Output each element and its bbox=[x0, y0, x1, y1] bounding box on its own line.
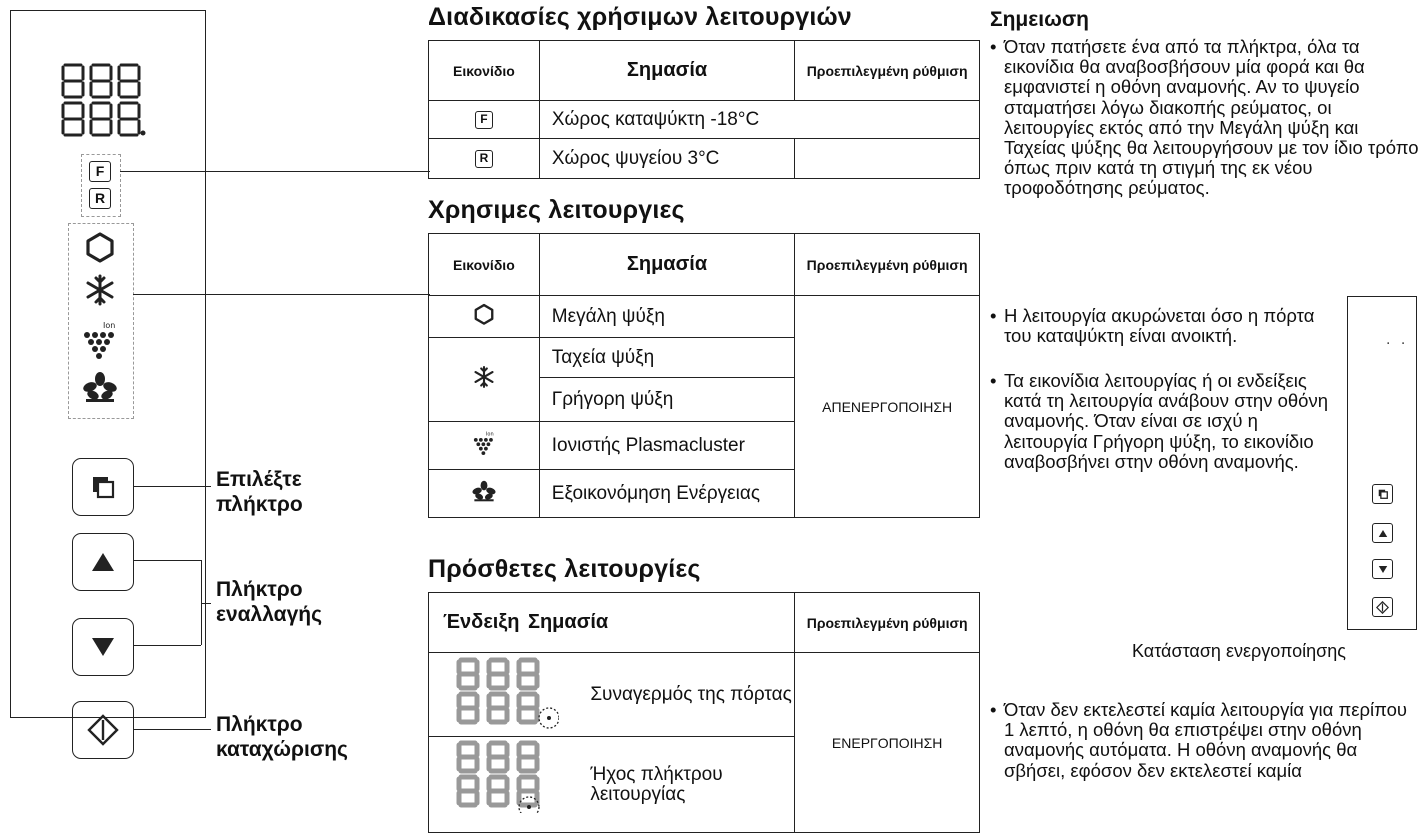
svg-text:Ion: Ion bbox=[103, 321, 116, 330]
display-dots: . . bbox=[1386, 331, 1409, 348]
mini-select-button bbox=[1372, 484, 1393, 504]
leaf-icon bbox=[472, 480, 496, 502]
section1-title: Διαδικασίες χρήσιμων λειτουργιών bbox=[428, 3, 852, 31]
leader-line-up bbox=[133, 560, 201, 561]
control-panel bbox=[10, 10, 206, 718]
select-icon bbox=[89, 473, 117, 501]
row-fridge-default bbox=[795, 139, 980, 179]
section2-default: ΑΠΕΝΕΡΓΟΠΟΙΗΣΗ bbox=[795, 296, 980, 518]
header-indication-meaning bbox=[429, 593, 795, 653]
row-rapid-cooling: Ταχεία ψύξη bbox=[539, 338, 794, 378]
down-button[interactable] bbox=[72, 618, 134, 676]
leader-line-functions bbox=[133, 294, 430, 295]
triangle-up-icon bbox=[1378, 529, 1388, 538]
svg-text:Ion: Ion bbox=[485, 431, 494, 438]
indicator-dot bbox=[547, 716, 551, 720]
note-item-1: • Όταν πατήσετε ένα από τα πλήκτρα, όλα τα εικονίδια θα αναβοσβήσουν μία φορά και θα εμφανιστεί η οθόνη αναμονής. Αν το ψυγείο σταματήσει λόγω διακοπής ρεύματος, οι λειτουργίες εκτός από την Μεγάλη ψύξη και Ταχείας ψύξης θα λειτουργήσουν με τον ίδιο τρόπο όπως πριν κατά τη στιγμή της εκ νέου τροφοδότησης ρεύματος. bbox=[990, 36, 1419, 199]
section2-title: Χρησιμες λειτουργιες bbox=[428, 196, 685, 224]
bullet: • bbox=[990, 305, 997, 326]
door-alarm-display-icon bbox=[449, 654, 559, 730]
header-icon: Εικονίδιο bbox=[429, 234, 540, 296]
standby-caption: Κατάσταση ενεργοποίησης bbox=[1132, 641, 1346, 661]
mini-enter-button bbox=[1372, 597, 1393, 617]
snowflake-icon bbox=[472, 365, 496, 389]
row-freezer-meaning: Χώρος καταψύκτη -18°C bbox=[539, 101, 979, 139]
mini-down-button bbox=[1372, 559, 1393, 579]
fridge-icon: R bbox=[475, 150, 493, 168]
header-default: Προεπιλεγμένη ρύθμιση bbox=[795, 593, 980, 653]
key-sound-display-icon bbox=[449, 737, 559, 813]
enter-button[interactable] bbox=[72, 701, 134, 759]
section1-table bbox=[428, 40, 980, 179]
header-meaning: Σημασία bbox=[539, 234, 794, 296]
header-default: Προεπιλεγμένη ρύθμιση bbox=[795, 234, 980, 296]
freezer-icon: F bbox=[89, 161, 111, 182]
fridge-icon: R bbox=[89, 188, 111, 209]
leader-line-enter bbox=[133, 729, 211, 730]
header-meaning: Σημασία bbox=[527, 611, 609, 633]
bullet: • bbox=[990, 36, 997, 57]
bullet: • bbox=[990, 700, 997, 720]
standby-panel-illustration bbox=[1347, 296, 1417, 630]
header-icon: Εικονίδιο bbox=[429, 41, 540, 101]
section2-table bbox=[428, 233, 980, 518]
triangle-down-icon bbox=[90, 636, 116, 658]
note-item-2: • Η λειτουργία ακυρώνεται όσο η πόρτα του καταψύκτη είναι ανοικτή. bbox=[990, 305, 1315, 347]
leader-line-select bbox=[133, 486, 211, 487]
notes-title: Σημειωση bbox=[990, 8, 1090, 31]
leader-line-fr bbox=[120, 171, 430, 172]
ion-grapes-icon bbox=[81, 319, 119, 361]
leaf-icon bbox=[83, 371, 117, 403]
row-door-alarm: Συναγερμός της πόρτας bbox=[578, 653, 795, 737]
select-button[interactable] bbox=[72, 458, 134, 516]
triangle-down-icon bbox=[1378, 565, 1388, 574]
leader-line-down bbox=[133, 645, 201, 646]
enter-button-label: Πλήκτρο καταχώρισης bbox=[216, 713, 348, 761]
row-big-cooling: Μεγάλη ψύξη bbox=[539, 296, 794, 338]
section3-table bbox=[428, 592, 980, 833]
section3-default: ΕΝΕΡΓΟΠΟΙΗΣΗ bbox=[795, 653, 980, 833]
row-fridge-meaning: Χώρος ψυγείου 3°C bbox=[539, 139, 794, 179]
note-item-3: • Τα εικονίδια λειτουργίας ή οι ενδείξεις κατά τη λειτουργία ανάβουν στην οθόνη αναμονής. Όταν είναι σε ισχύ η λειτουργία Γρήγορη ψύξη, το εικονίδιο αναβοσβήνει στην οθόνη αναμονής. bbox=[990, 370, 1329, 472]
header-indication: Ένδειξη bbox=[443, 611, 520, 633]
row-ionizer: Ιονιστής Plasmacluster bbox=[539, 422, 794, 470]
snowflake-icon bbox=[83, 273, 117, 307]
mini-up-button bbox=[1372, 523, 1393, 543]
diamond-enter-icon bbox=[1376, 601, 1389, 614]
freezer-icon: F bbox=[475, 111, 493, 129]
row-energy-saving: Εξοικονόμηση Ενέργειας bbox=[539, 470, 794, 518]
up-button[interactable] bbox=[72, 533, 134, 591]
row-quick-cooling: Γρήγορη ψύξη bbox=[539, 378, 794, 422]
hexagon-icon bbox=[85, 231, 115, 263]
header-default: Προεπιλεγμένη ρύθμιση bbox=[795, 41, 980, 101]
leader-line-toggle bbox=[201, 603, 211, 604]
note-item-4: • Όταν δεν εκτελεστεί καμία λειτουργία για περίπου 1 λεπτό, η οθόνη θα επιστρέψει στην οθόνη αναμονής αυτόματα. Η οθόνη αναμονής θα σβήσει, εφόσον δεν εκτελεστεί καμία bbox=[990, 700, 1408, 781]
bullet: • bbox=[990, 370, 997, 391]
ion-grapes-icon bbox=[472, 429, 496, 457]
toggle-button-label: Πλήκτρο εναλλαγής bbox=[216, 578, 322, 626]
triangle-up-icon bbox=[90, 551, 116, 573]
select-button-label: Επιλέξτε πλήκτρο bbox=[216, 468, 303, 516]
header-meaning: Σημασία bbox=[539, 41, 794, 101]
row-key-sound: Ήχος πλήκτρου λειτουργίας bbox=[578, 737, 795, 833]
seven-segment-display bbox=[59, 61, 149, 141]
section3-title: Πρόσθετες λειτουργίες bbox=[428, 555, 701, 583]
diamond-enter-icon bbox=[87, 714, 119, 746]
indicator-dot bbox=[527, 805, 531, 809]
hexagon-icon bbox=[473, 303, 495, 325]
select-icon bbox=[1377, 488, 1389, 500]
